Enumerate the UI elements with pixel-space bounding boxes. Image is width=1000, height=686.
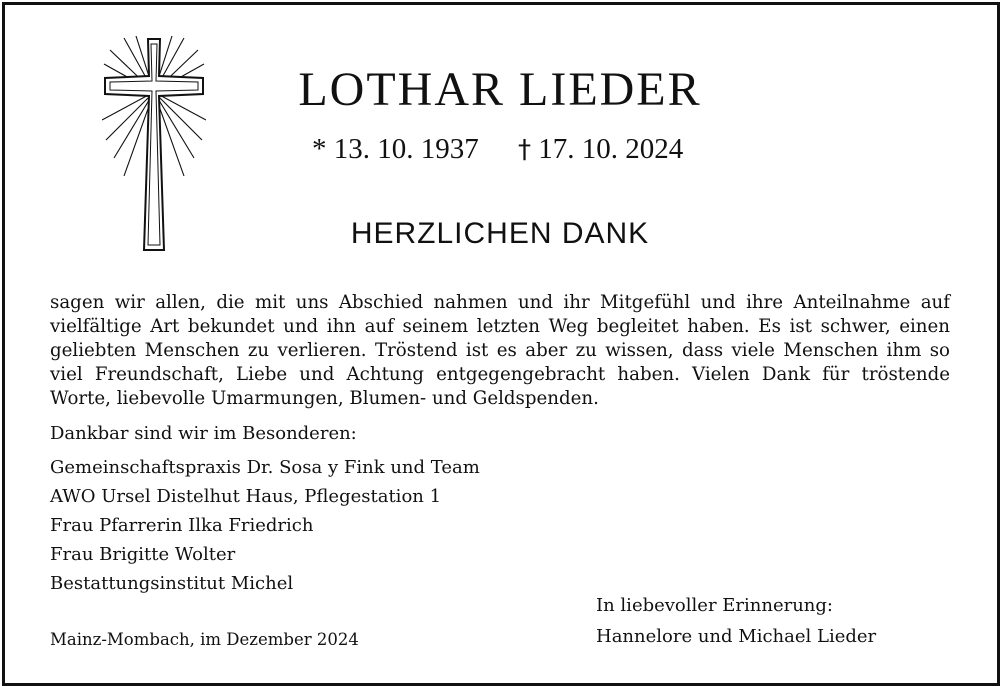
signature-intro: In liebevoller Erinnerung:: [596, 595, 833, 616]
thanks-heading: HERZLICHEN DANK: [350, 217, 650, 250]
place-date: Mainz-Mombach, im Dezember 2024: [50, 630, 359, 649]
thanks-list-item: Gemeinschaftspraxis Dr. Sosa y Fink und Team: [50, 457, 480, 478]
thanks-list-item: Bestattungsinstitut Michel: [50, 573, 294, 594]
thanks-list: [50, 456, 480, 601]
thanks-list-item: Frau Pfarrerin Ilka Friedrich: [50, 515, 314, 536]
thanks-intro: Dankbar sind wir im Besonderen:: [50, 423, 357, 444]
birth-date: * 13. 10. 1937: [312, 133, 479, 165]
death-date: 17. 10. 2024: [538, 133, 684, 165]
death-date-line: [518, 133, 683, 166]
thanks-list-item: Frau Brigitte Wolter: [50, 544, 236, 565]
dagger-icon: †: [518, 135, 531, 165]
thanks-list-item: AWO Ursel Distelhut Haus, Pflegestation 1: [50, 486, 442, 507]
cross-icon: [102, 36, 206, 256]
thanks-paragraph: sagen wir allen, die mit uns Abschied nahmen und ihr Mitgefühl und ihre Anteilnahme auf vielfältige Art bekundet und ihn auf seinem letzten Weg begleitet haben. Es ist schwer, einen geliebten Menschen zu verlieren. Tröstend ist es aber zu wissen, dass viele Menschen ihm so viel Freundschaft, Liebe und Achtung entgegengebracht haben. Vielen Dank für tröstende Worte, liebevolle Umarmungen, Blumen- und Geldspenden.: [50, 292, 950, 409]
deceased-name: LOTHAR LIEDER: [298, 63, 702, 116]
signature-names: Hannelore und Michael Lieder: [596, 626, 877, 647]
